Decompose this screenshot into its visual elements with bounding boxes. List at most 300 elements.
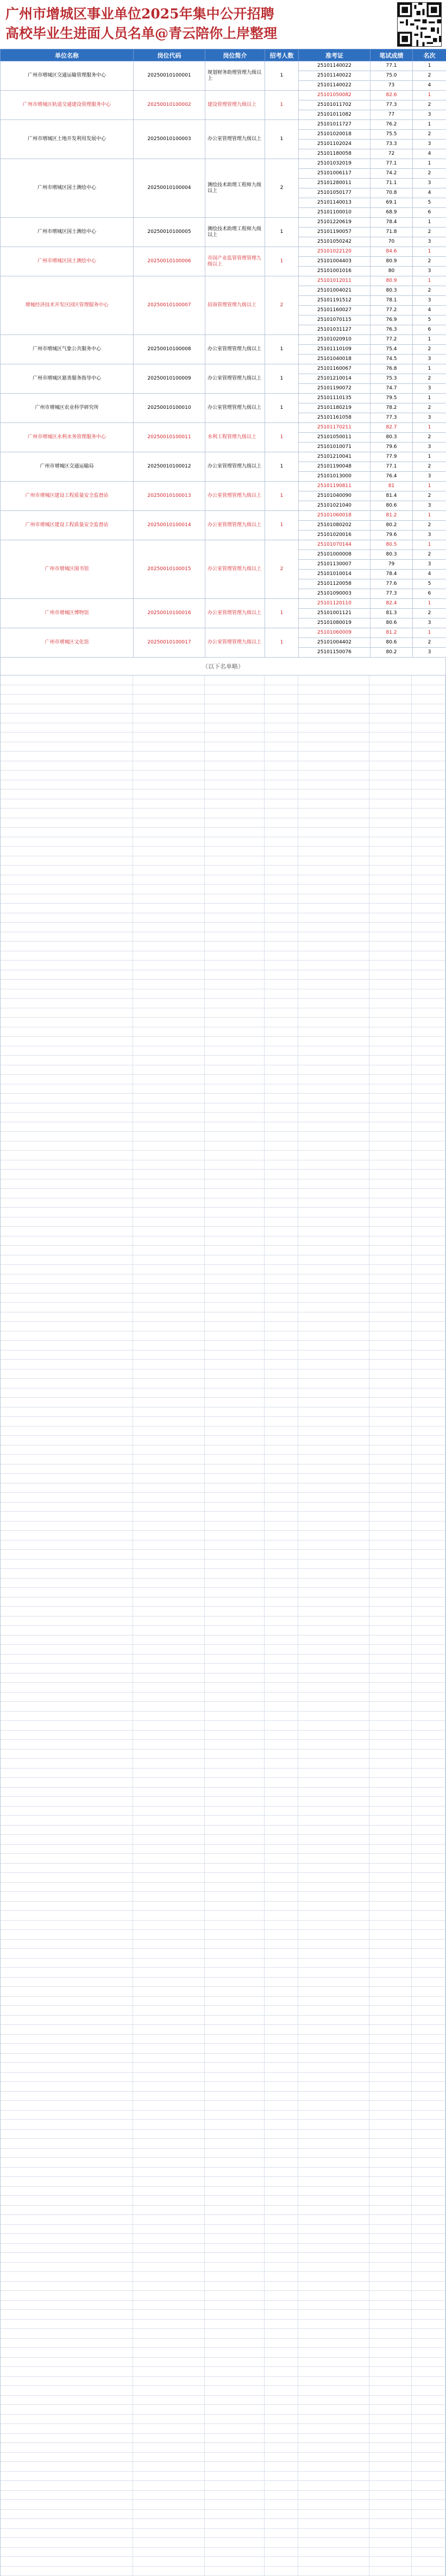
grid-line: [1, 1949, 445, 1959]
ticket-cell: 25101190057: [299, 228, 370, 237]
grid-line: [1, 2225, 445, 2234]
score-cell: 79.5: [370, 394, 413, 403]
position-code-cell: 20250010100016: [134, 599, 205, 628]
grid-line: [1, 2253, 445, 2263]
grid-line: [1, 2557, 445, 2567]
grid-line: [1, 1407, 445, 1417]
score-cell: 68.9: [370, 208, 413, 218]
score-cell: 80.6: [370, 638, 413, 648]
grid-line: [1, 980, 445, 989]
grid-line: [1, 856, 445, 866]
grid-line: [1, 1854, 445, 1864]
score-cell: 77.1: [370, 61, 413, 71]
grid-line: [1, 818, 445, 828]
score-cell: 82.6: [370, 91, 413, 100]
grid-line: [1, 2082, 445, 2092]
position-code-cell: 20250010100007: [134, 276, 205, 335]
score-cell: 74.7: [370, 384, 413, 394]
score-cell: 80.9: [370, 276, 413, 286]
rank-cell: 3: [413, 140, 446, 149]
ticket-cell: 25101070115: [299, 315, 370, 325]
grid-line: [1, 1750, 445, 1759]
grid-line: [1, 1056, 445, 1065]
headcount-cell: 1: [265, 335, 299, 364]
rank-cell: 2: [413, 130, 446, 140]
position-desc-cell: 办公室管理管理九级以上: [205, 452, 265, 482]
grid-line: [1, 2348, 445, 2358]
ticket-cell: 25101080019: [299, 618, 370, 628]
rank-cell: 3: [413, 179, 446, 188]
ticket-cell: 25101120110: [299, 599, 370, 609]
grid-line: [1, 1978, 445, 1987]
grid-line: [1, 1417, 445, 1426]
grid-line: [1, 1892, 445, 1902]
grid-line: [1, 2301, 445, 2310]
rank-cell: 3: [413, 384, 446, 394]
rank-cell: 2: [413, 609, 446, 618]
grid-line: [1, 2063, 445, 2073]
grid-line: [1, 875, 445, 885]
position-code-cell: 20250010100017: [134, 628, 205, 658]
headcount-cell: 1: [265, 364, 299, 394]
grid-line: [1, 1018, 445, 1027]
grid-line: [1, 2111, 445, 2120]
score-cell: 75.3: [370, 374, 413, 384]
ticket-cell: 25101160067: [299, 364, 370, 374]
rank-cell: 2: [413, 71, 446, 81]
rank-cell: 1: [413, 364, 446, 374]
grid-line: [1, 2272, 445, 2282]
score-cell: 77: [370, 110, 413, 120]
ticket-cell: 25101022120: [299, 247, 370, 257]
rank-cell: 5: [413, 315, 446, 325]
rank-cell: 1: [413, 276, 446, 286]
grid-line: [1, 1455, 445, 1464]
position-code-cell: 20250010100014: [134, 511, 205, 540]
score-cell: 80.3: [370, 286, 413, 296]
grid-line: [1, 1788, 445, 1797]
grid-line: [1, 1721, 445, 1731]
rank-cell: 2: [413, 462, 446, 472]
unit-cell: 广州市增城区交通运输局: [1, 452, 134, 482]
rank-cell: 3: [413, 560, 446, 570]
ticket-cell: 25101140022: [299, 61, 370, 71]
score-cell: 81.2: [370, 511, 413, 521]
grid-line: [1, 1769, 445, 1778]
table-header-row: [1, 49, 446, 61]
ticket-cell: 25101020910: [299, 335, 370, 345]
grid-line: [1, 1845, 445, 1854]
grid-line: [1, 1987, 445, 1997]
rank-cell: 1: [413, 423, 446, 433]
table-row: [1, 540, 446, 550]
grid-line: [1, 1075, 445, 1084]
score-cell: 79.6: [370, 443, 413, 452]
grid-line: [1, 1560, 445, 1569]
rank-cell: 3: [413, 267, 446, 276]
grid-line: [1, 1712, 445, 1721]
rank-cell: 3: [413, 472, 446, 482]
grid-line: [1, 809, 445, 818]
rank-cell: 1: [413, 335, 446, 345]
grid-line: [1, 1398, 445, 1407]
score-cell: 74.2: [370, 169, 413, 179]
column-header: 单位名称: [1, 49, 134, 61]
unit-cell: 广州市增城区国土测绘中心: [1, 218, 134, 247]
position-code-cell: 20250010100002: [134, 91, 205, 120]
ticket-cell: 25101050082: [299, 91, 370, 100]
score-cell: 78.2: [370, 403, 413, 413]
rank-cell: 1: [413, 159, 446, 169]
position-desc-cell: 办公室管理管理九级以上: [205, 364, 265, 394]
ticket-cell: 25101020016: [299, 531, 370, 540]
rank-cell: 1: [413, 599, 446, 609]
rank-cell: 5: [413, 198, 446, 208]
grid-line: [1, 970, 445, 980]
ticket-cell: 25101110135: [299, 394, 370, 403]
score-cell: 76.9: [370, 315, 413, 325]
grid-line: [1, 1322, 445, 1331]
grid-line: [1, 1474, 445, 1483]
grid-line: [1, 2234, 445, 2244]
position-code-cell: 20250010100004: [134, 159, 205, 218]
grid-line: [1, 1445, 445, 1455]
column-header: 岗位代码: [134, 49, 205, 61]
grid-line: [1, 1797, 445, 1807]
ticket-cell: 25101011702: [299, 100, 370, 110]
grid-line: [1, 2310, 445, 2320]
grid-line: [1, 790, 445, 799]
grid-line: [1, 1464, 445, 1474]
grid-line: [1, 2339, 445, 2348]
grid-line: [1, 1959, 445, 1968]
score-cell: 80.2: [370, 648, 413, 658]
score-cell: 80.3: [370, 433, 413, 443]
headcount-cell: 1: [265, 91, 299, 120]
grid-line: [1, 1208, 445, 1217]
grid-line: [1, 942, 445, 951]
score-cell: 78.1: [370, 296, 413, 306]
rank-cell: 4: [413, 570, 446, 579]
grid-line: [1, 1531, 445, 1540]
score-cell: 75.4: [370, 345, 413, 355]
ticket-cell: 25101031127: [299, 325, 370, 335]
column-header: 笔试成绩: [370, 49, 413, 61]
grid-line: [1, 1246, 445, 1255]
grid-line: [1, 1911, 445, 1921]
grid-line: [1, 1103, 445, 1113]
ticket-cell: 25101060018: [299, 511, 370, 521]
grid-line: [1, 961, 445, 970]
position-code-cell: 20250010100009: [134, 364, 205, 394]
rank-cell: 1: [413, 218, 446, 228]
grid-line: [1, 1008, 445, 1018]
rank-cell: 2: [413, 345, 446, 355]
rank-cell: 2: [413, 433, 446, 443]
grid-line: [1, 2529, 445, 2539]
grid-line: [1, 1617, 445, 1626]
table-row: [1, 511, 446, 521]
grid-line: [1, 1303, 445, 1312]
grid-line: [1, 714, 445, 723]
grid-line: [1, 2206, 445, 2215]
grid-line: [1, 2101, 445, 2111]
grid-line: [1, 837, 445, 847]
grid-line: [1, 1189, 445, 1198]
grid-line: [1, 1360, 445, 1369]
grid-line: [1, 2548, 445, 2558]
column-header: 招考人数: [265, 49, 299, 61]
position-desc-cell: 测绘技术助理工程师九级以上: [205, 218, 265, 247]
headcount-cell: 1: [265, 511, 299, 540]
grid-line: [1, 761, 445, 771]
rank-cell: 1: [413, 61, 446, 71]
grid-line: [1, 2244, 445, 2253]
headcount-cell: 2: [265, 159, 299, 218]
grid-line: [1, 733, 445, 742]
grid-line: [1, 951, 445, 961]
grid-line: [1, 1626, 445, 1636]
grid-line: [1, 1046, 445, 1056]
ticket-cell: 25101140022: [299, 81, 370, 91]
ticket-cell: 25101160027: [299, 306, 370, 315]
unit-cell: 广州市增城区国土测绘中心: [1, 247, 134, 276]
score-cell: 78.4: [370, 570, 413, 579]
grid-line: [1, 1379, 445, 1388]
grid-line: [1, 866, 445, 875]
grid-line: [1, 1807, 445, 1816]
grid-line: [1, 923, 445, 932]
position-desc-cell: 办公室管理管理九级以上: [205, 599, 265, 628]
score-cell: 80.2: [370, 521, 413, 531]
score-cell: 80.6: [370, 618, 413, 628]
grid-line: [1, 1037, 445, 1046]
ticket-cell: 25101021040: [299, 501, 370, 511]
grid-line: [1, 2168, 445, 2177]
ticket-cell: 25101004402: [299, 638, 370, 648]
score-cell: 81.3: [370, 609, 413, 618]
headcount-cell: 1: [265, 120, 299, 159]
grid-line: [1, 894, 445, 904]
rank-cell: 1: [413, 628, 446, 638]
unit-cell: 广州市增城区农业科学研究所: [1, 394, 134, 423]
grid-line: [1, 2177, 445, 2187]
grid-line: [1, 1674, 445, 1683]
headcount-cell: 1: [265, 599, 299, 628]
rank-cell: 3: [413, 648, 446, 658]
grid-line: [1, 1655, 445, 1664]
grid-line: [1, 1227, 445, 1236]
grid-line: [1, 1569, 445, 1579]
unit-cell: 广州市增城区慈善服务指导中心: [1, 364, 134, 394]
grid-line: [1, 1122, 445, 1132]
grid-line: [1, 1636, 445, 1645]
ticket-cell: 25101120058: [299, 579, 370, 589]
rank-cell: 4: [413, 149, 446, 159]
ticket-cell: 25101010071: [299, 443, 370, 452]
grid-line: [1, 799, 445, 809]
table-row: [1, 247, 446, 257]
ticket-cell: 25101040018: [299, 355, 370, 364]
rank-cell: 3: [413, 618, 446, 628]
grid-line: [1, 2453, 445, 2463]
headcount-cell: 1: [265, 61, 299, 91]
score-cell: 79: [370, 560, 413, 570]
rank-cell: 2: [413, 286, 446, 296]
ticket-cell: 25101032019: [299, 159, 370, 169]
grid-line: [1, 1255, 445, 1265]
unit-cell: 广州市增城区建设工程质量安全监督站: [1, 511, 134, 540]
ticket-cell: 25101070144: [299, 540, 370, 550]
rank-cell: 2: [413, 638, 446, 648]
rank-cell: 2: [413, 100, 446, 110]
score-cell: 77.2: [370, 335, 413, 345]
grid-line: [1, 2158, 445, 2168]
headcount-cell: 1: [265, 452, 299, 482]
grid-line: [1, 2519, 445, 2529]
grid-line: [1, 2006, 445, 2016]
position-desc-cell: 办公室管理管理九级以上: [205, 511, 265, 540]
grid-line: [1, 2149, 445, 2158]
grid-line: [1, 1027, 445, 1037]
rank-cell: 2: [413, 169, 446, 179]
score-cell: 73.3: [370, 140, 413, 149]
score-cell: 77.1: [370, 462, 413, 472]
headcount-cell: 1: [265, 247, 299, 276]
grid-line: [1, 1921, 445, 1930]
rank-cell: 1: [413, 394, 446, 403]
position-desc-cell: 规划财务助理管理九级以上: [205, 61, 265, 91]
grid-line: [1, 847, 445, 856]
grid-line: [1, 2500, 445, 2510]
score-cell: 81: [370, 482, 413, 491]
rank-cell: 2: [413, 403, 446, 413]
grid-line: [1, 1236, 445, 1246]
grid-line: [1, 2481, 445, 2491]
grid-line: [1, 1521, 445, 1531]
rank-cell: 6: [413, 325, 446, 335]
score-cell: 80.5: [370, 540, 413, 550]
title-line-1: 广州市增城区事业单位2025年集中公开招聘: [5, 4, 375, 24]
ticket-cell: 25101011082: [299, 110, 370, 120]
rank-cell: 1: [413, 247, 446, 257]
qr-code-icon: [397, 2, 442, 47]
score-cell: 78.4: [370, 218, 413, 228]
ticket-cell: 25101191512: [299, 296, 370, 306]
headcount-cell: 2: [265, 540, 299, 599]
rank-cell: 3: [413, 531, 446, 540]
unit-cell: 广州市增城区交通运输管理服务中心: [1, 61, 134, 91]
rank-cell: 4: [413, 188, 446, 198]
grid-line: [1, 885, 445, 894]
ticket-cell: 25101130007: [299, 560, 370, 570]
grid-line: [1, 1132, 445, 1141]
rank-cell: 4: [413, 306, 446, 315]
score-cell: 75.0: [370, 71, 413, 81]
grid-line: [1, 1702, 445, 1712]
score-cell: 80.3: [370, 550, 413, 560]
grid-line: [1, 685, 445, 695]
table-row: [1, 482, 446, 491]
unit-cell: 广州市增城区土地开发利用发展中心: [1, 120, 134, 159]
unit-cell: 广州市增城区水利水务管理服务中心: [1, 423, 134, 452]
grid-line: [1, 999, 445, 1008]
ticket-cell: 25101004021: [299, 286, 370, 296]
headcount-cell: 1: [265, 218, 299, 247]
grid-line: [1, 2396, 445, 2405]
rank-cell: 1: [413, 452, 446, 462]
ticket-cell: 25101004403: [299, 257, 370, 267]
rank-cell: 3: [413, 501, 446, 511]
position-code-cell: 20250010100010: [134, 394, 205, 423]
grid-line: [1, 1369, 445, 1379]
grid-line: [1, 1540, 445, 1550]
position-code-cell: 20250010100013: [134, 482, 205, 511]
rank-cell: 1: [413, 91, 446, 100]
ticket-cell: 25101190072: [299, 384, 370, 394]
score-cell: 80: [370, 267, 413, 276]
ticket-cell: 25101190811: [299, 482, 370, 491]
score-cell: 77.1: [370, 159, 413, 169]
score-cell: 76.8: [370, 364, 413, 374]
position-code-cell: 20250010100015: [134, 540, 205, 599]
grid-line: [1, 1759, 445, 1769]
table-row: [1, 120, 446, 130]
ticket-cell: 25101180058: [299, 149, 370, 159]
position-desc-cell: 测绘技术助理工程师九级以上: [205, 159, 265, 218]
more-note: （以下名单略）: [0, 658, 446, 675]
column-header: 名次: [413, 49, 446, 61]
ticket-cell: 25101280011: [299, 179, 370, 188]
table-row: [1, 61, 446, 71]
score-cell: 71.1: [370, 179, 413, 188]
grid-line: [1, 2073, 445, 2082]
grid-line: [1, 2187, 445, 2196]
rank-cell: 3: [413, 110, 446, 120]
ticket-cell: 25101001016: [299, 267, 370, 276]
grid-line: [1, 1940, 445, 1949]
rank-cell: 2: [413, 257, 446, 267]
position-desc-cell: 水利工程管理九级以上: [205, 423, 265, 452]
grid-line: [1, 2462, 445, 2472]
score-cell: 77.9: [370, 452, 413, 462]
unit-cell: 广州市增城区文化馆: [1, 628, 134, 658]
rank-cell: 2: [413, 491, 446, 501]
grid-line: [1, 2139, 445, 2149]
grid-line: [1, 1550, 445, 1560]
grid-line: [1, 1350, 445, 1360]
rank-cell: 3: [413, 443, 446, 452]
score-cell: 82.4: [370, 599, 413, 609]
header: [0, 0, 446, 49]
rank-cell: 3: [413, 355, 446, 364]
grid-line: [1, 2016, 445, 2025]
table-row: [1, 394, 446, 403]
score-cell: 70: [370, 237, 413, 247]
grid-line: [1, 675, 445, 685]
rank-cell: 3: [413, 237, 446, 247]
grid-line: [1, 1598, 445, 1607]
score-cell: 76.3: [370, 325, 413, 335]
grid-line: [1, 2035, 445, 2044]
grid-line: [1, 1607, 445, 1617]
grid-line: [1, 2025, 445, 2035]
headcount-cell: 1: [265, 628, 299, 658]
grid-line: [1, 1930, 445, 1940]
grid-line: [1, 2291, 445, 2301]
grid-line: [1, 2367, 445, 2377]
ticket-cell: 25101210014: [299, 374, 370, 384]
